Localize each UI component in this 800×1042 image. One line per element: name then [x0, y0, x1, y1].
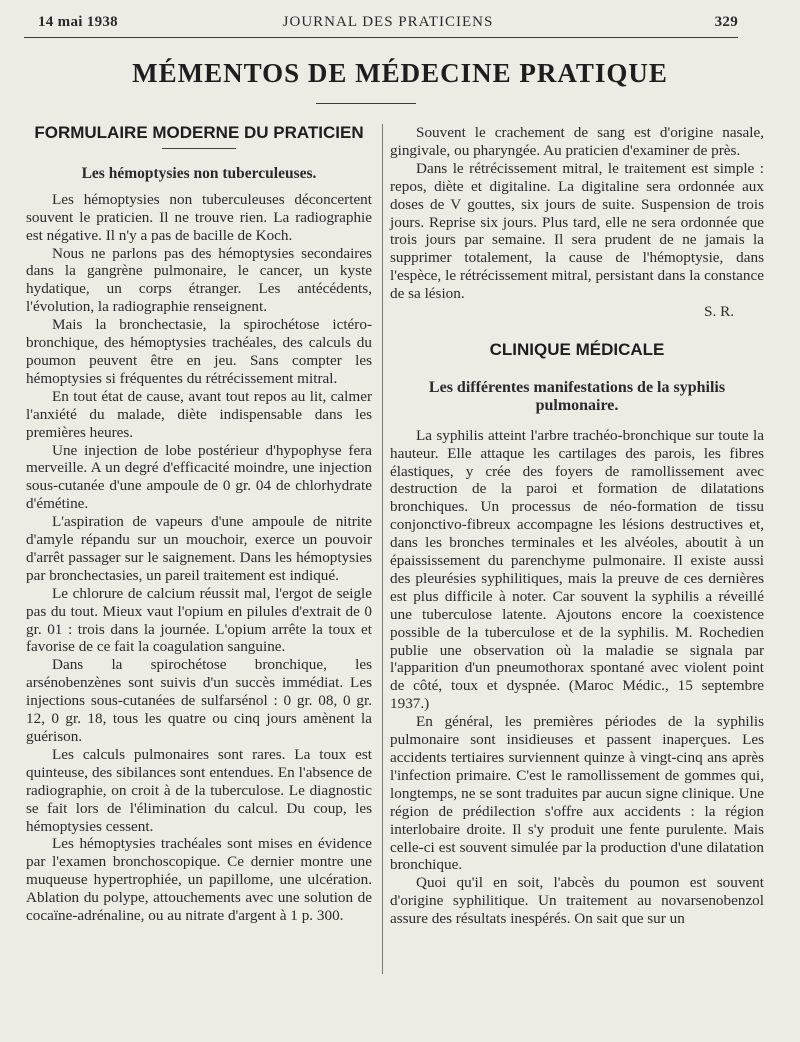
- running-head: [38, 14, 738, 36]
- paragraph: Nous ne parlons pas des hémoptysies secondaires dans la gangrène pulmonaire, le cancer, un kyste hydatique, un corps étranger. Les antécédents, l'évolution, la radiographie renseignent.: [26, 244, 372, 316]
- title-rule: [316, 103, 416, 104]
- article-title-syphilis: Les différentes manifestations de la syphilis pulmonaire.: [428, 378, 726, 414]
- paragraph: Souvent le crachement de sang est d'origine nasale, gingivale, ou pharyngée. Au praticien d'examiner de près.: [390, 124, 764, 159]
- paragraph: En tout état de cause, avant tout repos au lit, calmer l'anxiété du malade, diète indispensable dans les premières heures.: [26, 387, 372, 441]
- paragraph: L'aspiration de vapeurs d'une ampoule de nitrite d'amyle répandu sur un mouchoir, exerce un pouvoir d'arrêt passager sur le saignement. Dans les hémoptysies par bronchectasies, un pareil traitement est indiqué.: [26, 513, 372, 584]
- section-title-formulaire: FORMULAIRE MODERNE DU PRATICIEN: [34, 123, 364, 142]
- paragraph: Une injection de lobe postérieur d'hypophyse fera merveille. A un degré d'efficacité moindre, une injection sous-cutanée d'une ampoule de 0 gr. 04 de chlorhydrate d'émétine.: [26, 441, 372, 513]
- header-journal-name: JOURNAL DES PRATICIENS: [282, 14, 494, 30]
- paragraph: Les hémoptysies non tuberculeuses déconcertent souvent le praticien. Il ne trouve rien. La radiographie est négative. Il n'y a pas de bacille de Koch.: [26, 190, 372, 244]
- paragraph: Le chlorure de calcium réussit mal, l'ergot de seigle pas du tout. Mieux vaut l'opium en pilules d'extrait de 0 gr. 01 : trois dans la journée. L'opium arrête la toux et favorise de ce fait la coagulation sanguine.: [26, 584, 372, 656]
- signature: S. R.: [704, 303, 734, 321]
- header-page-number: 329: [714, 14, 738, 30]
- header-rule: [24, 37, 738, 38]
- paragraph: En général, les premières périodes de la syphilis pulmonaire sont insidieuses et passent inaperçues. Les accidents tertiaires surviennent quinze à vingt-cinq ans après l'infection primaire. C'est le ramollissement de gommes qui, longtemps, ne se sont traduites par aucun signe clinique. Une région de prédilection s'offre aux accidents : la région interlobaire droite. Il s'y produit une fente purulente. Mais celle-ci est souvent simulée par la production d'une dilatation bronchique.: [390, 713, 764, 874]
- article-title-hemoptysies: Les hémoptysies non tuberculeuses.: [81, 164, 317, 182]
- header-date: 14 mai 1938: [38, 14, 118, 30]
- paragraph: Quoi qu'il en soit, l'abcès du poumon est souvent d'origine syphilitique. Un traitement au novarsenobenzol assure des résultats inespérés. On sait que sur un: [390, 874, 764, 928]
- page-title: MÉMENTOS DE MÉDECINE PRATIQUE: [132, 58, 668, 88]
- paragraph: Mais la bronchectasie, la spirochétose ictéro-bronchique, des hémoptysies trachéales, des calculs du poumon peuvent être en jeu. Sans compter les hémoptysies si fréquentes du rétrécissement mitral.: [26, 316, 372, 387]
- paragraph: Dans le rétrécissement mitral, le traitement est simple : repos, diète et digitaline. La digitaline sera ordonnée aux doses de V gouttes, six jours de suite. Suspension de trois jours. Reprise six jours. Plus tard, elle ne sera ordonnée que trois jours par semaine. Il sera prudent de ne jamais la supprimer totalement, la cause de l'hémoptysie, dans l'espèce, le rétrécissement mitral, persistant dans la constance de sa lésion.: [390, 159, 764, 303]
- left-column: [26, 124, 372, 925]
- right-column: [390, 124, 764, 928]
- paragraph: Dans la spirochétose bronchique, les arsénobenzènes sont suivis d'un succès immédiat. Les injections sous-cutanées de sulfarsénol : 0 gr. 08, 0 gr. 12, 0 gr. 18, tous les quatre ou cinq jours amènent la guérison.: [26, 656, 372, 745]
- section-title-clinique: CLINIQUE MÉDICALE: [489, 339, 665, 359]
- paragraph: La syphilis atteint l'arbre trachéo-bronchique sur toute la hauteur. Elle attaque les cartilages des parois, les fibres élastiques, y crée des foyers de ramollissement avec destruction de la paroi et formation de dilatations bronchiques. Un processus de néo-formation de tissu conjonctivo-fibreux accompagne les lésions destructives et, dans les bronches terminales et les alvéoles, aboutit à un épaississement du parenchyme pulmonaire. Il existe aussi des pleurésies syphilitiques, mais la preuve de ces dernières est plus difficile à noter. Car souvent la syphilis a réveillé une tuberculose latente. Ajoutons encore la coexistence possible de la tuberculose et de la syphilis. M. Rochedien publie une observation où la maladie se signala par l'apparition d'un pneumothorax spontané avec violent point de côté, toux et dyspnée. (Maroc Médic., 15 septembre 1937.): [390, 426, 764, 713]
- paragraph: Les hémoptysies trachéales sont mises en évidence par l'examen bronchoscopique. Ce dernier montre une muqueuse hypertrophiée, un papillome, une ulcération. Ablation du polype, attouchements avec une solution de cocaïne-adrénaline, ou au nitrate d'argent à 1 p. 300.: [26, 835, 372, 925]
- column-divider: [382, 124, 383, 974]
- paragraph: Les calculs pulmonaires sont rares. La toux est quinteuse, des sibilances sont entendues. En l'absence de radiographie, on croit à de la tuberculose. Le diagnostic se fait lors de l'élimination du calcul. Du coup, les hémoptysies cessent.: [26, 745, 372, 835]
